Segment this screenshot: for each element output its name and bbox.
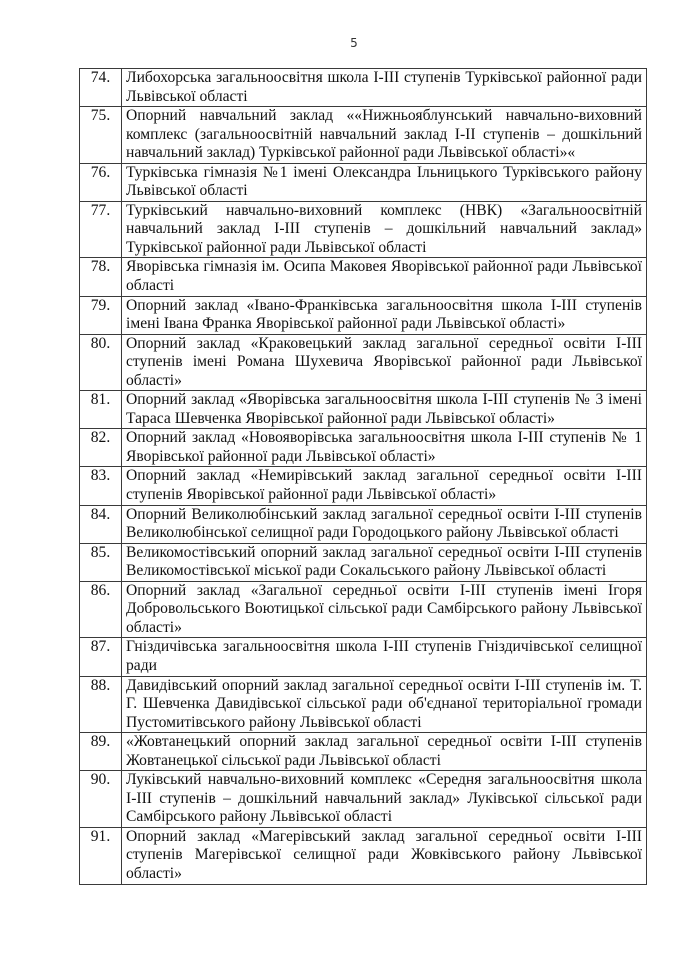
row-number: 77. <box>80 201 122 258</box>
row-number: 78. <box>80 258 122 296</box>
school-name: Опорний заклад «Краковецький заклад загальної середньої освіти І-ІІІ ступенів імені Романа Шухевича Яворівської районної ради Львівської області» <box>122 334 647 391</box>
schools-table-body <box>80 69 647 885</box>
row-number: 75. <box>80 107 122 164</box>
row-number: 90. <box>80 771 122 828</box>
table-row <box>80 69 647 107</box>
row-number: 88. <box>80 676 122 733</box>
table-row <box>80 296 647 334</box>
school-name: Великомостівський опорний заклад загальної середньої освіти І-ІІІ ступенів Великомостівської міської ради Сокальського району Львівської області <box>122 543 647 581</box>
row-number: 86. <box>80 581 122 638</box>
row-number: 76. <box>80 163 122 201</box>
school-name: Опорний заклад «Магерівський заклад загальної середньої освіти І-ІІІ ступенів Магерівської селищної ради Жовківського району Львівської області» <box>122 827 647 884</box>
table-row <box>80 258 647 296</box>
table-row <box>80 543 647 581</box>
row-number: 79. <box>80 296 122 334</box>
table-row <box>80 771 647 828</box>
row-number: 74. <box>80 69 122 107</box>
table-row <box>80 391 647 429</box>
school-name: Опорний заклад «Загальної середньої освіти І-ІІІ ступенів імені Ігоря Добровольського Воютицької сільської ради Самбірського району Львівської області» <box>122 581 647 638</box>
table-row <box>80 827 647 884</box>
row-number: 82. <box>80 429 122 467</box>
page-number: 5 <box>350 36 358 50</box>
row-number: 80. <box>80 334 122 391</box>
school-name: Опорний навчальний заклад ««Нижньояблунський навчально-виховний комплекс (загальноосвітній навчальний заклад І-ІІ ступенів – дошкільний навчальний заклад) Турківської районної ради Львівської області»« <box>122 107 647 164</box>
table-row <box>80 429 647 467</box>
row-number: 81. <box>80 391 122 429</box>
school-name: Либохорська загальноосвітня школа І-ІІІ ступенів Турківської районної ради Львівської області <box>122 69 647 107</box>
table-row <box>80 638 647 676</box>
school-name: Опорний заклад «Новояворівська загальноосвітня школа І-ІІІ ступенів № 1 Яворівської районної ради Львівської області» <box>122 429 647 467</box>
school-name: Яворівська гімназія ім. Осипа Маковея Яворівської районної ради Львівської області <box>122 258 647 296</box>
table-row <box>80 733 647 771</box>
table-row <box>80 201 647 258</box>
table-row <box>80 505 647 543</box>
school-name: Луківський навчально-виховний комплекс «Середня загальноосвітня школа І-ІІІ ступенів – дошкільний навчальний заклад» Луківської сільської ради Самбірського району Львівської області <box>122 771 647 828</box>
school-name: Опорний заклад «Івано-Франківська загальноосвітня школа І-ІІІ ступенів імені Івана Франка Яворівської районної ради Львівської області» <box>122 296 647 334</box>
row-number: 91. <box>80 827 122 884</box>
school-name: Турківський навчально-виховний комплекс (НВК) «Загальноосвітній навчальний заклад І-ІІІ ступенів – дошкільний навчальний заклад» Турківської районної ради Львівської області <box>122 201 647 258</box>
school-name: Опорний Великолюбінський заклад загальної середньої освіти І-ІІІ ступенів Великолюбінської селищної ради Городоцького району Львівської області <box>122 505 647 543</box>
table-row <box>80 107 647 164</box>
school-name: Опорний заклад «Яворівська загальноосвітня школа І-ІІІ ступенів № 3 імені Тараса Шевченка Яворівської районної ради Львівської області» <box>122 391 647 429</box>
table-row <box>80 581 647 638</box>
school-name: Гніздичівська загальноосвітня школа І-ІІІ ступенів Гніздичівської селищної ради <box>122 638 647 676</box>
school-name: Давидівський опорний заклад загальної середньої освіти І-ІІІ ступенів ім. Т. Г. Шевченка Давидівської сільської ради об'єднаної територіальної громади Пустомитівського району Львівської області <box>122 676 647 733</box>
row-number: 84. <box>80 505 122 543</box>
row-number: 83. <box>80 467 122 505</box>
school-name: Опорний заклад «Немирівський заклад загальної середньої освіти І-ІІІ ступенів Яворівської районної ради Львівської області» <box>122 467 647 505</box>
table-row <box>80 676 647 733</box>
table-row <box>80 334 647 391</box>
row-number: 89. <box>80 733 122 771</box>
row-number: 87. <box>80 638 122 676</box>
schools-table <box>79 68 647 885</box>
school-name: Турківська гімназія №1 імені Олександра Ільницького Турківського району Львівської області <box>122 163 647 201</box>
table-row <box>80 467 647 505</box>
school-name: «Жовтанецький опорний заклад загальної середньої освіти І-ІІІ ступенів Жовтанецької сільської ради Львівської області <box>122 733 647 771</box>
table-row <box>80 163 647 201</box>
row-number: 85. <box>80 543 122 581</box>
